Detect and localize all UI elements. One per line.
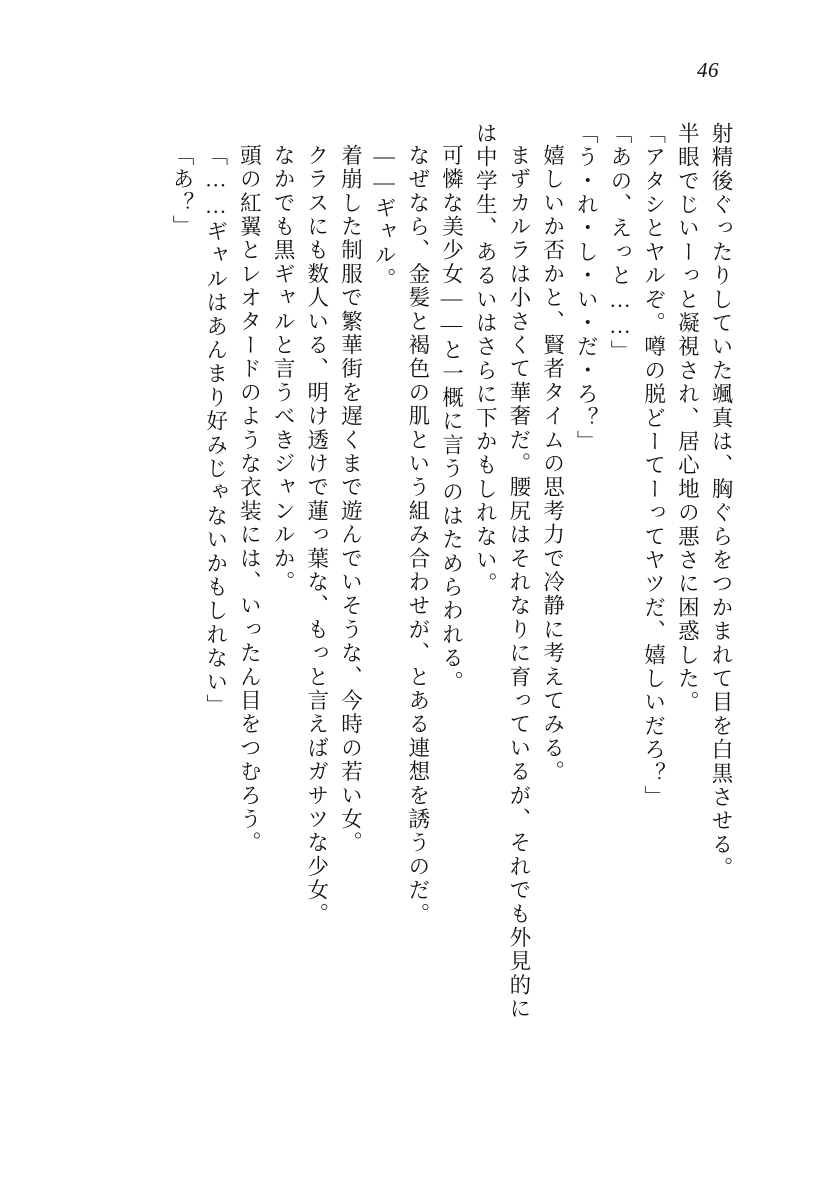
- text-line: 着崩した制服で繁華街を遅くまで遊んでいそうな、今時の若い女。: [338, 144, 363, 855]
- text-line: 嬉しいか否かと、賢者タイムの思考力で冷静に考えてみる。: [540, 144, 565, 784]
- text-line: 「あの、えっと……」: [607, 122, 632, 364]
- body-text: [71, 122, 731, 1082]
- text-line: 頭の紅翼とレオタードのような衣装には、いったん目をつむろう。: [237, 144, 262, 855]
- text-line: なかでも黒ギャルと言うべきジャンルか。: [271, 144, 296, 595]
- text-line: 「う・れ・し・い・だ・ろ？」: [574, 122, 599, 454]
- text-line: 射精後ぐったりしていた颯真は、胸ぐらをつかまれて目を白黒させる。: [709, 122, 733, 881]
- text-line: まずカルラは小さくて華奢だ。腰尻はそれなりに育っているが、それでも外見的に: [506, 144, 531, 1021]
- text-line: なぜなら、金髪と褐色の肌という組み合わせが、とある連想を誘うのだ。: [405, 144, 430, 927]
- text-line: クラスにも数人いる、明け透けで蓮っ葉な、もっと言えばガサツな少女。: [304, 144, 329, 927]
- text-line: 可憐な美少女――と一概に言うのはためらわれる。: [439, 144, 464, 695]
- text-line: 「アタシとヤルぞ。噂の脱どーてーってヤツだ、嬉しいだろ？」: [641, 122, 666, 810]
- page-number: 46: [697, 58, 719, 82]
- text-line: は中学生、あるいはさらに下かもしれない。: [473, 122, 498, 596]
- text-line: 「……ギャルはあんまり好みじゃないかもしれない」: [203, 144, 228, 718]
- text-line: ――ギャル。: [372, 144, 397, 292]
- text-line: 「あ？」: [170, 144, 194, 239]
- text-line: 半眼でじいーっと凝視され、居心地の悪さに困惑した。: [675, 122, 700, 715]
